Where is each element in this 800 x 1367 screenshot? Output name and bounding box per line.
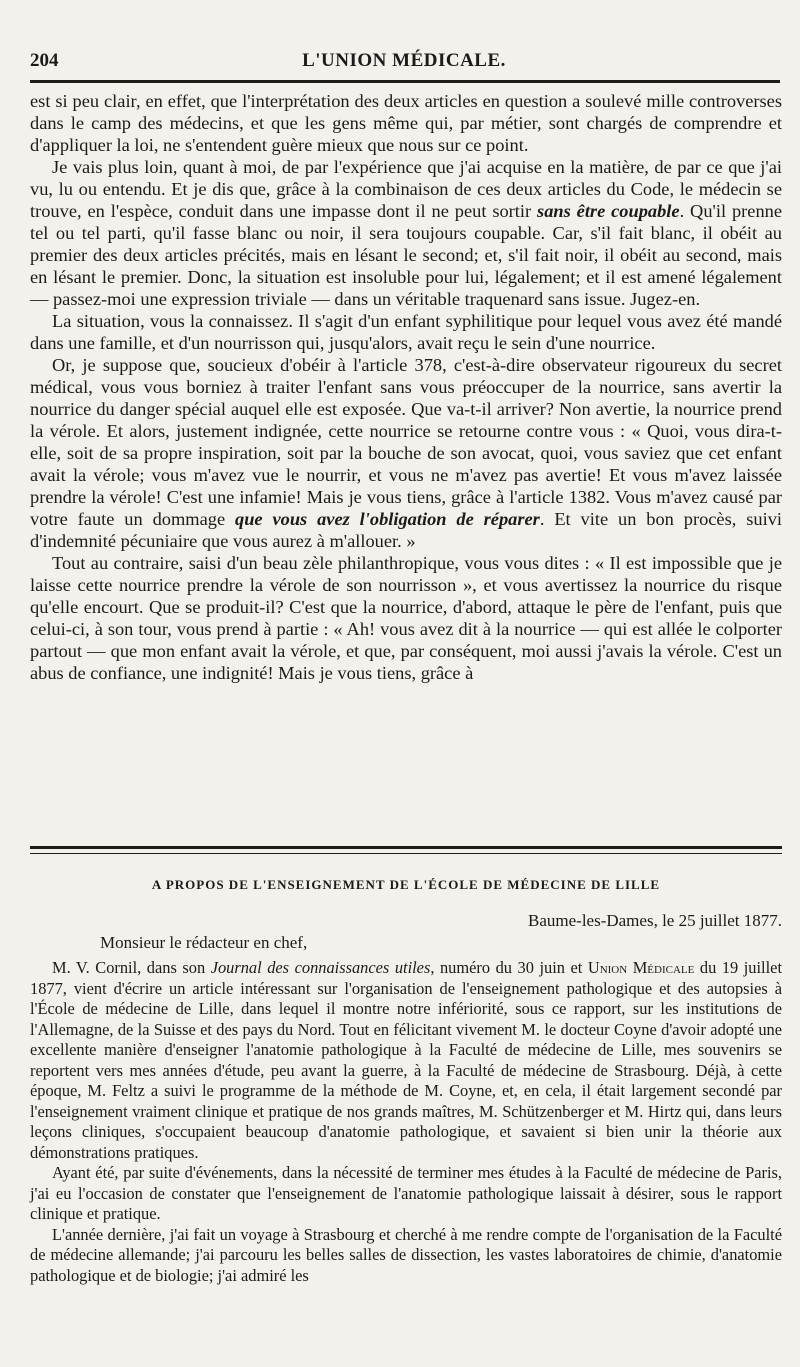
paragraph: Tout au contraire, saisi d'un beau zèle philanthropique, vous vous dites : « Il est impossible que je laisse cette nourrice prendre la vérole de son nourrisson », et vous avertissez la nourrice du risque qu'elle encourt. Que se produit-il? C'est que la nourrice, d'abord, attaque le père de l'enfant, puis que celui-ci, à son tour, vous prend à partie : « Ah! vous avez dit à la nourrice — qui est allée le colporter partout — que mon enfant avait la vérole, et que, par conséquent, moi aussi j'avais la vérole. C'est un abus de confiance, une indignité! Mais je vous tiens, grâce à: [30, 553, 782, 683]
paragraph: [30, 958, 782, 1163]
text-run: Je vais plus loin, quant à moi, de par l'expérience que j'ai acquise en la matière, de par ce que j'ai vu, lu ou entendu. Et je dis que, grâce à la combinaison de ces deux articles du Code, le médecin se trouve, en l'espèce, conduit dans une impasse dont il ne peut sortir: [30, 157, 782, 221]
paragraph: Ayant été, par suite d'événements, dans la nécessité de terminer mes études à la Faculté de médecine de Paris, j'ai eu l'occasion de constater que l'enseignement de l'anatomie pathologique laissait à désirer, sous le rapport clinique et pratique.: [30, 1163, 782, 1223]
section-divider: [30, 846, 782, 854]
dateline: Baume-les-Dames, le 25 juillet 1877.: [528, 911, 782, 930]
journal-name: Journal des connaissances utiles: [210, 958, 431, 977]
article-continued: [30, 90, 782, 684]
paragraph: [30, 156, 782, 310]
paragraph: est si peu clair, en effet, que l'interprétation des deux articles en question a soulevé mille controverses dans le camp des médecins, et que les gens même qui, par métier, sont chargés de comprendre et d'appliquer la loi, ne s'entendent guère mieux que nous sur ce point.: [30, 91, 782, 155]
text-run: . Qu'il prenne tel ou tel parti, qu'il fasse blanc ou noir, il sera toujours coupable. Car, s'il fait blanc, il obéit au premier des deux articles précités, mais en lésant le second; et, s'il fait noir, il obéit au second, mais en lésant le premier. Donc, la situation est insoluble pour lui, légalement; et il est amené légalement — passez-moi une expression triviale — dans un véritable traquenard sans issue. Jugez-en.: [30, 201, 782, 309]
emphasis: sans être coupable: [537, 201, 680, 221]
text-run: . Et vite un bon procès, suivi d'indemnité pécuniaire que vous aurez à m'allouer. »: [30, 509, 783, 551]
text-run: , numéro du 30 juin et: [430, 958, 588, 977]
paragraph: La situation, vous la connaissez. Il s'agit d'un enfant syphilitique pour lequel vous avez été mandé dans une famille, et d'un nourrisson qui, jusqu'alors, avait reçu le sein d'une nourrice.: [30, 311, 782, 353]
text-run: du 19 juillet 1877, vient d'écrire un article intéressant sur l'organisation de l'enseignement pathologique et des autopsies à l'École de médecine de Lille, dans lequel il montre notre infériorité, sous ce rapport, sur les institutions de l'Allemagne, de la Suisse et des pays du Nord. Tout en félicitant vivement M. le docteur Coyne d'avoir adopté une excellente manière d'enseigner l'anatomie pathologique à la Faculté de médecine de Lille, mes souvenirs se reportent vers mes années d'étude, peu avant la guerre, à la Faculté de médecine de Strasbourg. Déjà, à cette époque, M. Feltz a suivi le programme de la méthode de M. Coyne, et, en cela, il était largement secondé par l'enseignement vraiment clinique et pratique de nos grands maîtres, M. Schützenberger et M. Hirtz qui, dans leurs leçons cliniques, s'occupaient beaucoup d'anatomie pathologique, et savaient si bien unir la théorie aux démonstrations pratiques.: [30, 958, 782, 1162]
header-rule: [30, 80, 780, 83]
running-head: [30, 50, 778, 80]
text-run: M. V. Cornil, dans son: [52, 958, 211, 977]
journal-name: Union Médicale: [587, 958, 695, 977]
emphasis: que vous avez l'obligation de réparer: [235, 509, 540, 529]
paragraph: [30, 354, 782, 552]
section-heading: A PROPOS DE L'ENSEIGNEMENT DE L'ÉCOLE DE MÉDECINE DE LILLE: [151, 877, 661, 892]
paragraph: L'année dernière, j'ai fait un voyage à Strasbourg et cherché à me rendre compte de l'organisation de la Faculté de médecine allemande; j'ai parcouru les belles salles de dissection, les vastes laboratoires de chimie, d'anatomie pathologique et de biologie; j'ai admiré les: [30, 1224, 782, 1285]
page-number: 204: [30, 50, 59, 71]
journal-title: L'UNION MÉDICALE.: [302, 50, 506, 71]
letter-article: [30, 874, 782, 1286]
text-run: Or, je suppose que, soucieux d'obéir à l'article 378, c'est-à-dire observateur rigoureux du secret médical, vous vous borniez à traiter l'enfant sans vous préoccuper de la nourrice, sans avertir la nourrice du danger spécial auquel elle est exposée. Que va-t-il arriver? Non avertie, la nourrice prend la vérole. Et alors, justement indignée, cette nourrice se retourne contre vous : « Quoi, vous dira-t-elle, soit de sa propre inspiration, soit par la bouche de son avocat, quoi, vous saviez que cet enfant avait la vérole; vous m'avez vue le nourrir, et vous ne m'avez pas avertie! Et vous m'avez laissée prendre la vérole! C'est une infamie! Mais je vous tiens, grâce à l'article 1382. Vous m'avez causé par votre faute un dommage: [30, 355, 782, 529]
salutation: Monsieur le rédacteur en chef,: [100, 933, 308, 952]
